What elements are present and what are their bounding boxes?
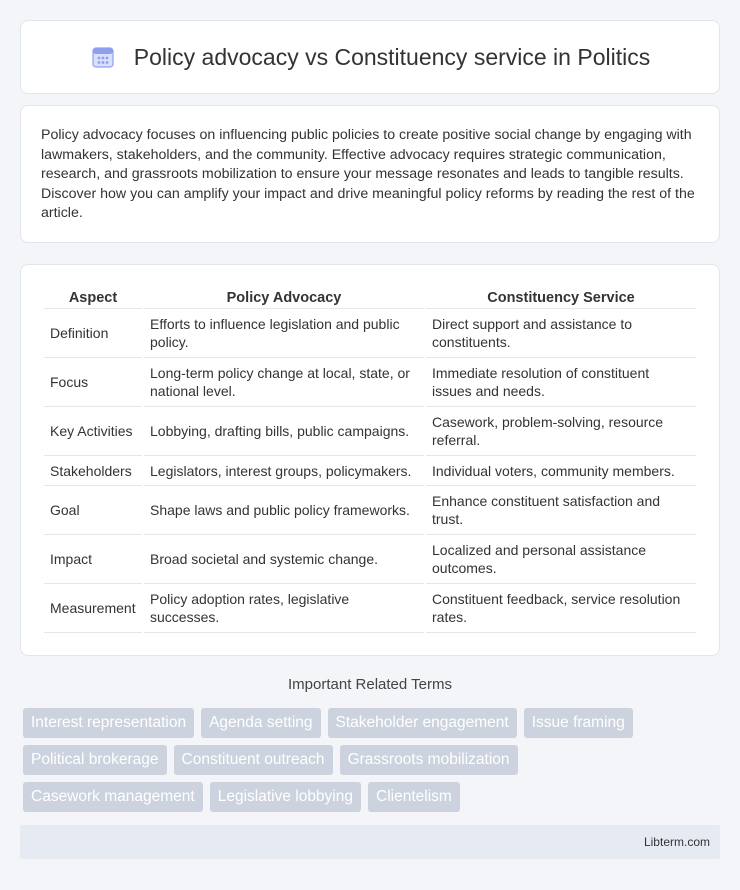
- advocacy-cell: Policy adoption rates, legislative successes.: [144, 584, 424, 633]
- tag-interest-representation[interactable]: Interest representation: [23, 708, 194, 738]
- table-row: [44, 407, 696, 456]
- advocacy-cell: Broad societal and systemic change.: [144, 535, 424, 584]
- related-terms-heading: Important Related Terms: [288, 676, 452, 693]
- table-header-row: [44, 285, 696, 309]
- header-constituency-service: Constituency Service: [426, 285, 696, 309]
- advocacy-cell: Legislators, interest groups, policymakers.: [144, 456, 424, 486]
- footer: [20, 825, 720, 859]
- service-cell: Direct support and assistance to constituents.: [426, 309, 696, 358]
- footer-site-link[interactable]: Libterm.com: [643, 835, 710, 849]
- tag-agenda-setting[interactable]: Agenda setting: [201, 708, 320, 738]
- tag-casework-management[interactable]: Casework management: [23, 782, 203, 812]
- table-row: [44, 584, 696, 633]
- advocacy-cell: Long-term policy change at local, state, or national level.: [144, 358, 424, 407]
- aspect-cell: Focus: [44, 358, 142, 407]
- tag-legislative-lobbying[interactable]: Legislative lobbying: [210, 782, 361, 812]
- tag-stakeholder-engagement[interactable]: Stakeholder engagement: [328, 708, 517, 738]
- page-title: Policy advocacy vs Constituency service in Politics: [133, 43, 651, 70]
- table-row: [44, 358, 696, 407]
- tag-constituent-outreach[interactable]: Constituent outreach: [174, 745, 333, 775]
- comparison-table: [42, 285, 698, 633]
- tag-row: [23, 708, 723, 738]
- intro-card: [20, 105, 720, 243]
- tag-row: [23, 745, 723, 775]
- tag-issue-framing[interactable]: Issue framing: [524, 708, 633, 738]
- calendar-icon: [90, 44, 116, 70]
- aspect-cell: Definition: [44, 309, 142, 358]
- related-terms-list: [23, 708, 723, 819]
- tag-row: [23, 782, 723, 812]
- title-card: [20, 20, 720, 94]
- service-cell: Individual voters, community members.: [426, 456, 696, 486]
- table-row: [44, 309, 696, 358]
- service-cell: Constituent feedback, service resolution rates.: [426, 584, 696, 633]
- advocacy-cell: Lobbying, drafting bills, public campaigns.: [144, 407, 424, 456]
- table-row: [44, 456, 696, 486]
- intro-text: Policy advocacy focuses on influencing public policies to create positive social change by engaging with lawmakers, stakeholders, and the community. Effective advocacy requires strategic communication, research, and grassroots mobilization to ensure your message resonates and leads to tangible results. Discover how you can amplify your impact and drive meaningful policy reforms by reading the rest of the article.: [41, 127, 695, 222]
- table-row: [44, 535, 696, 584]
- comparison-card: [20, 264, 720, 656]
- aspect-cell: Goal: [44, 486, 142, 535]
- aspect-cell: Measurement: [44, 584, 142, 633]
- aspect-cell: Stakeholders: [44, 456, 142, 486]
- tag-clientelism[interactable]: Clientelism: [368, 782, 460, 812]
- tag-political-brokerage[interactable]: Political brokerage: [23, 745, 167, 775]
- tag-grassroots-mobilization[interactable]: Grassroots mobilization: [340, 745, 518, 775]
- aspect-cell: Impact: [44, 535, 142, 584]
- header-policy-advocacy: Policy Advocacy: [144, 285, 424, 309]
- service-cell: Localized and personal assistance outcomes.: [426, 535, 696, 584]
- table-row: [44, 486, 696, 535]
- service-cell: Casework, problem-solving, resource referral.: [426, 407, 696, 456]
- service-cell: Enhance constituent satisfaction and trust.: [426, 486, 696, 535]
- header-aspect: Aspect: [44, 285, 142, 309]
- aspect-cell: Key Activities: [44, 407, 142, 456]
- advocacy-cell: Efforts to influence legislation and public policy.: [144, 309, 424, 358]
- service-cell: Immediate resolution of constituent issues and needs.: [426, 358, 696, 407]
- advocacy-cell: Shape laws and public policy frameworks.: [144, 486, 424, 535]
